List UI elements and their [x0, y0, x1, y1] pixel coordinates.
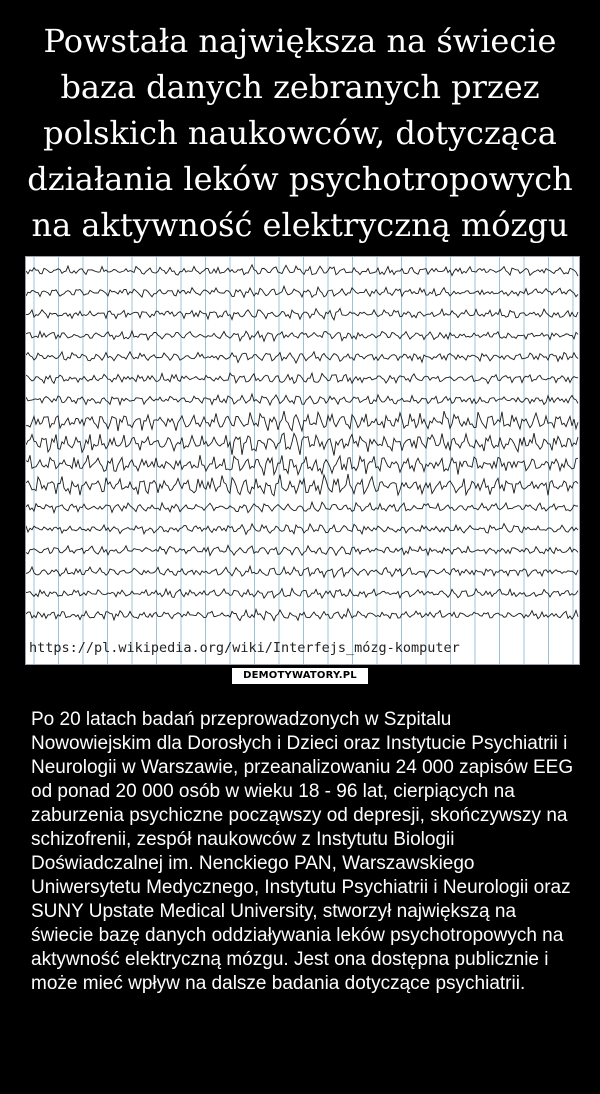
- eeg-trace: [26, 474, 578, 496]
- eeg-trace: [26, 502, 578, 513]
- site-watermark: DEMOTYWATORY.PL: [232, 668, 368, 684]
- article-body: Po 20 latach badań przeprowadzonych w Szpitalu Nowowiejskim dla Dorosłych i Dzieci oraz Instytucie Psychiatrii i Neurologii w Warszawie, przeanalizowaniu 24 000 zapisów EEG od ponad 20 000 osób w wieku 18 - 96 lat, cierpiących na zaburzenia psychiczne począwszy od depresji, skończywszy na schizofrenii, zespół naukowców z Instytutu Biologii Doświadczalnej im. Nenckiego PAN, Warszawskiego Uniwersytetu Medycznego, Instytutu Psychiatrii i Neurologii oraz SUNY Upstate Medical University, stworzył największą na świecie bazę danych oddziaływania leków psychotropowych na aktywność elektryczną mózgu. Jest ona dostępna publicznie i może mieć wpływ na dalsze badania dotyczące psychiatrii.: [31, 709, 574, 994]
- eeg-trace: [26, 455, 578, 476]
- eeg-trace: [26, 588, 578, 598]
- eeg-trace: [26, 352, 578, 363]
- eeg-trace: [26, 394, 578, 405]
- image-source-url[interactable]: https://pl.wikipedia.org/wiki/Interfejs_mózg-komputer: [29, 640, 460, 656]
- eeg-trace: [26, 331, 578, 341]
- eeg-trace: [26, 524, 578, 535]
- eeg-image: [25, 256, 580, 665]
- eeg-trace: [26, 308, 578, 320]
- eeg-trace: [26, 265, 578, 276]
- eeg-trace: [26, 566, 578, 577]
- eeg-trace: [26, 609, 578, 621]
- eeg-trace: [26, 373, 578, 384]
- eeg-recording-image: [26, 257, 579, 664]
- eeg-trace: [26, 433, 578, 455]
- eeg-trace: [26, 411, 578, 431]
- eeg-trace: [26, 286, 578, 297]
- eeg-trace: [26, 545, 578, 555]
- page-title: Powstała największa na świecie baza danych zebranych przez polskich naukowców, dotycząca działania leków psychotropowych na aktywność elektryczną mózgu: [27, 22, 573, 244]
